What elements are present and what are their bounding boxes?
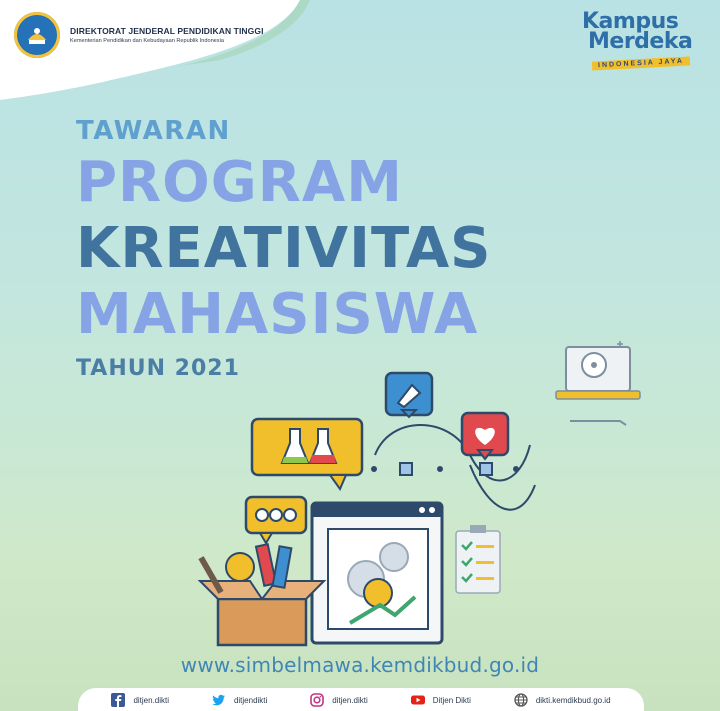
facebook-icon (111, 693, 125, 707)
youtube-channel: Ditjen Dikti (432, 695, 471, 705)
lab-flask-icon (252, 419, 362, 489)
twitter-icon (212, 693, 226, 707)
chat-dots-icon (246, 497, 306, 543)
video-laptop-icon (556, 341, 640, 425)
web-icon (514, 693, 528, 707)
facebook-handle: ditjen.dikti (133, 695, 170, 705)
title-mahasiswa: MAHASISWA (76, 282, 479, 347)
toolbox-icon (198, 544, 324, 645)
creativity-illustration (190, 335, 650, 655)
org-title: DIREKTORAT JENDERAL PENDIDIKAN TINGGI (70, 26, 264, 36)
instagram-icon (310, 693, 324, 707)
social-twitter[interactable] (212, 693, 267, 707)
instagram-handle: ditjen.dikti (332, 695, 368, 705)
title-tawaran: TAWARAN (76, 116, 231, 146)
social-youtube[interactable] (411, 693, 471, 707)
pen-tool-icon (386, 373, 432, 417)
social-instagram[interactable] (310, 693, 368, 707)
twitter-handle: ditjendikti (233, 695, 268, 705)
brand-line-2: Merdeka (588, 29, 693, 54)
social-website[interactable] (514, 693, 611, 707)
tut-wuri-handayani-logo (14, 12, 60, 58)
title-program: PROGRAM (76, 150, 403, 215)
browser-window-icon (312, 503, 442, 643)
institution-header (14, 12, 264, 58)
heart-bubble-icon (462, 413, 508, 459)
checklist-icon (456, 525, 500, 593)
social-media-bar (78, 688, 644, 711)
title-year: TAHUN 2021 (76, 356, 240, 381)
title-kreativitas: KREATIVITAS (76, 216, 492, 281)
social-facebook[interactable] (111, 693, 169, 707)
brand-tagline: INDONESIA JAYA (592, 56, 690, 70)
kampus-merdeka-logo (582, 9, 702, 70)
org-subtitle: Kementerian Pendidikan dan Kebudayaan Republik Indonesia (70, 38, 224, 44)
website-url[interactable]: www.simbelmawa.kemdikbud.go.id (180, 653, 540, 677)
website-link: dikti.kemdikbud.go.id (535, 695, 611, 705)
brand-line-1: Kampus (582, 9, 679, 34)
youtube-icon (411, 693, 425, 707)
